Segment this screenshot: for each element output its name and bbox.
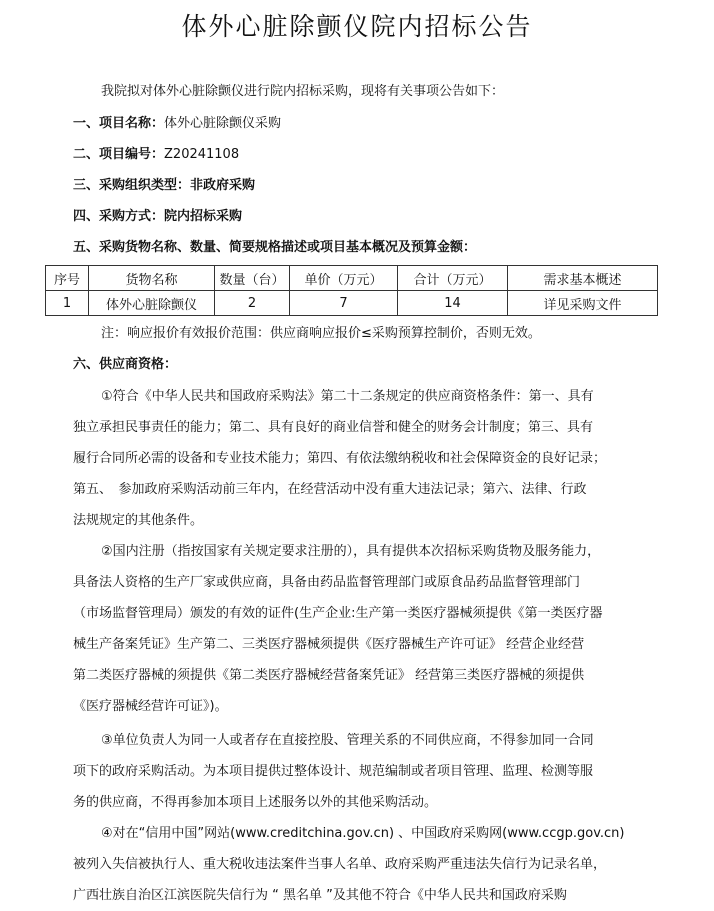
- qualification-paragraph-3: [73, 725, 633, 818]
- paragraph-line: ①符合《中华人民共和国政府采购法》第二十二条规定的供应商资格条件：第一、具有: [101, 389, 594, 404]
- paragraph-line: 广西壮族自治区江滨医院失信行为 “ 黑名单 ”及其他不符合《中华人民共和国政府采购: [73, 888, 567, 903]
- table-cell: 2: [215, 291, 290, 316]
- section-organization-type: [73, 176, 255, 196]
- table-cell: 体外心脏除颤仪: [89, 291, 215, 316]
- paragraph-line: 第五、 参加政府采购活动前三年内，在经营活动中没有重大违法记录；第六、法律、行政: [73, 482, 587, 497]
- section-label: 五、采购货物名称、数量、简要规格描述或项目基本概况及预算金额：: [73, 240, 477, 255]
- section-project-name: [73, 114, 281, 134]
- qualification-paragraph-2: [73, 536, 633, 722]
- table-header-cell: 货物名称: [89, 266, 215, 291]
- section-value: 院内招标采购: [164, 209, 243, 224]
- section-value: Z20241108: [164, 147, 240, 162]
- paragraph-line: 务的供应商，不得再参加本项目上述服务以外的其他采购活动。: [73, 795, 438, 810]
- table-row: [46, 291, 658, 316]
- paragraph-line: ②国内注册（指按国家有关规定要求注册的），具有提供本次招标采购货物及服务能力，: [101, 544, 601, 559]
- table-cell: 1: [46, 291, 89, 316]
- paragraph-line: 项下的政府采购活动。为本项目提供过整体设计、规范编制或者项目管理、监理、检测等服: [73, 764, 594, 779]
- paragraph-line: 第二类医疗器械的须提供《第二类医疗器械经营备案凭证》 经营第三类医疗器械的须提供: [73, 668, 585, 683]
- intro-text: 我院拟对体外心脏除颤仪进行院内招标采购，现将有关事项公告如下：: [101, 84, 505, 99]
- section-label: 三、采购组织类型：: [73, 178, 191, 193]
- section-value: 非政府采购: [190, 178, 256, 193]
- table-header-row: [46, 266, 658, 291]
- section-label: 四、采购方式：: [73, 209, 165, 224]
- paragraph-line: 履行合同所必需的设备和专业技术能力；第四、有依法缴纳税收和社会保障资金的良好记录；: [73, 451, 607, 466]
- goods-table: [45, 265, 658, 316]
- paragraph-line: 《医疗器械经营许可证》)。: [73, 699, 228, 714]
- table-cell: 7: [290, 291, 398, 316]
- paragraph-line: 被列入失信被执行人、重大税收违法案件当事人名单、政府采购严重违法失信行为记录名单，: [73, 857, 607, 872]
- paragraph-line: 法规规定的其他条件。: [73, 513, 204, 528]
- section-project-number: [73, 145, 239, 165]
- table-header-cell: 合计（万元）: [398, 266, 508, 291]
- table-cell: 14: [398, 291, 508, 316]
- section-label: 二、项目编号：: [73, 147, 165, 162]
- section-value: 体外心脏除颤仪采购: [164, 116, 282, 131]
- paragraph-line: 具备法人资格的生产厂家或供应商，具备由药品监督管理部门或原食品药品监督管理部门: [73, 575, 581, 590]
- price-note: 注：响应报价有效报价范围：供应商响应报价≤采购预算控制价，否则无效。: [101, 326, 541, 341]
- section-label: 一、项目名称：: [73, 116, 165, 131]
- paragraph-line: ④对在“信用中国”网站(www.creditchina.gov.cn) 、中国政府采购网(www.ccgp.gov.cn): [101, 826, 625, 841]
- paragraph-line: ③单位负责人为同一人或者存在直接控股、管理关系的不同供应商，不得参加同一合同: [101, 733, 594, 748]
- paragraph-line: （市场监督管理局）颁发的有效的证件(生产企业:生产第一类医疗器械须提供《第一类医疗器: [73, 606, 603, 621]
- table-header-cell: 单价（万元）: [290, 266, 398, 291]
- section-supplier-qualification: 六、供应商资格：: [73, 357, 178, 372]
- qualification-paragraph-4: [73, 818, 633, 911]
- qualification-paragraph-1: [73, 381, 633, 536]
- table-cell: 详见采购文件: [508, 291, 658, 316]
- section-goods-overview: [73, 238, 476, 258]
- table-header-cell: 需求基本概述: [508, 266, 658, 291]
- paragraph-line: 独立承担民事责任的能力；第二、具有良好的商业信誉和健全的财务会计制度；第三、具有: [73, 420, 594, 435]
- notice-title: 体外心脏除颤仪院内招标公告: [181, 12, 533, 41]
- section-procurement-method: [73, 207, 242, 227]
- table-header-cell: 序号: [46, 266, 89, 291]
- table-header-cell: 数量（台）: [215, 266, 290, 291]
- paragraph-line: 械生产备案凭证》生产第二、三类医疗器械须提供《医疗器械生产许可证》 经营企业经营: [73, 637, 585, 652]
